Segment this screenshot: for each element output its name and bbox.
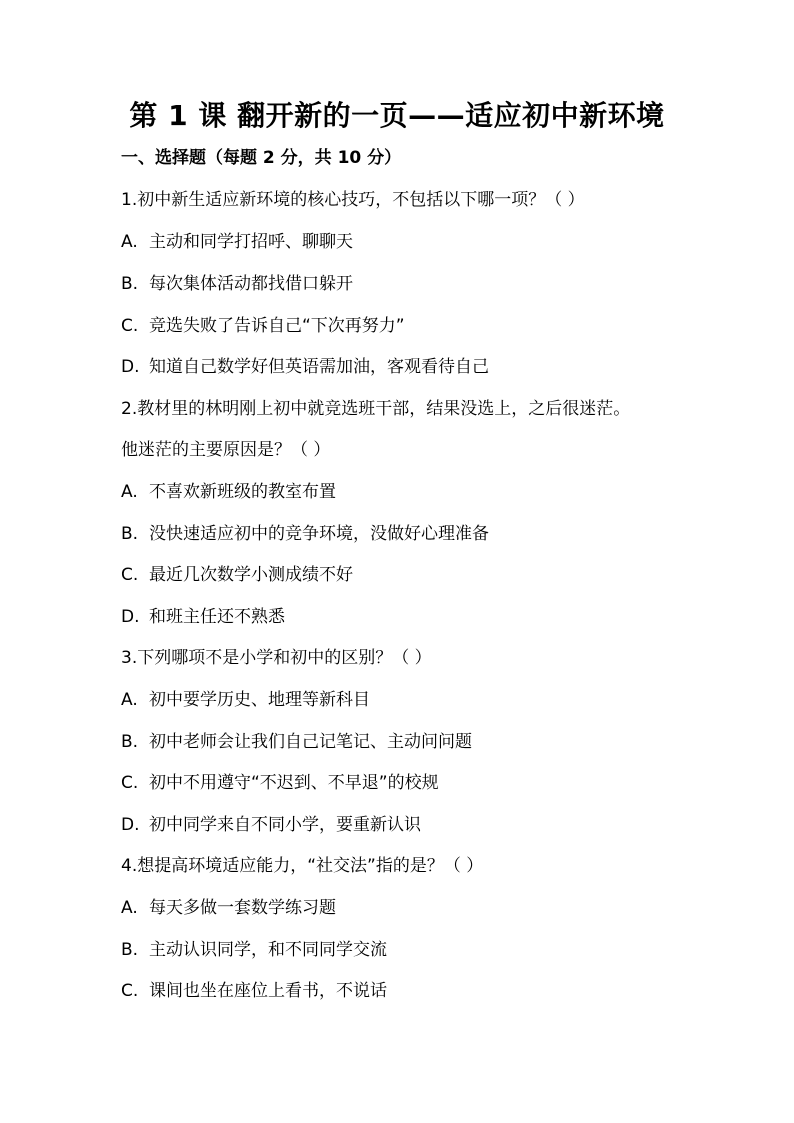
question-2-option-c [121, 563, 353, 587]
option-letter: D. [121, 815, 140, 835]
question-1-option-b [121, 272, 353, 296]
question-2-option-a [121, 480, 336, 504]
option-text: 知道自己数学好但英语需加油，客观看待自己 [149, 357, 489, 377]
option-text: 最近几次数学小测成绩不好 [149, 565, 353, 585]
option-letter: C. [121, 565, 139, 585]
option-text: 主动认识同学，和不同同学交流 [149, 940, 387, 960]
option-text: 每天多做一套数学练习题 [149, 898, 336, 918]
option-text: 主动和同学打招呼、聊聊天 [149, 232, 353, 252]
option-text: 初中同学来自不同小学，要重新认识 [149, 815, 421, 835]
question-2-option-d [121, 605, 285, 629]
question-1-option-a [121, 230, 353, 254]
option-letter: B. [121, 274, 139, 294]
option-letter: C. [121, 773, 139, 793]
option-text: 课间也坐在座位上看书，不说话 [149, 981, 387, 1001]
question-3-option-d [121, 813, 421, 837]
question-2-stem: 2.教材里的林明刚上初中就竞选班干部，结果没选上，之后很迷茫。 [121, 399, 631, 419]
option-letter: D. [121, 357, 140, 377]
question-2-stem-continued: 他迷茫的主要原因是？（ ） [121, 440, 331, 460]
question-4-option-a [121, 896, 336, 920]
question-4-option-c [121, 979, 387, 1003]
option-text: 不喜欢新班级的教室布置 [149, 482, 336, 502]
option-text: 初中老师会让我们自己记笔记、主动问问题 [149, 732, 472, 752]
option-letter: A. [121, 482, 138, 502]
option-text: 竞选失败了告诉自己“下次再努力” [149, 316, 405, 336]
option-letter: B. [121, 940, 139, 960]
question-1-option-d [121, 355, 489, 379]
option-letter: C. [121, 981, 139, 1001]
option-letter: B. [121, 732, 139, 752]
question-3-option-a [121, 688, 370, 712]
question-1-option-c [121, 314, 405, 338]
question-4-stem: 4.想提高环境适应能力，“社交法”指的是？（ ） [121, 856, 484, 876]
page-title: 第 1 课 翻开新的一页——适应初中新环境 [129, 99, 665, 132]
question-2-option-b [121, 522, 489, 546]
option-letter: A. [121, 898, 138, 918]
option-text: 每次集体活动都找借口躲开 [149, 274, 353, 294]
section-heading: 一、选择题（每题 2 分，共 10 分） [121, 148, 402, 168]
option-letter: C. [121, 316, 139, 336]
option-letter: A. [121, 232, 138, 252]
question-3-option-b [121, 730, 472, 754]
question-3-option-c [121, 771, 439, 795]
question-1-stem: 1.初中新生适应新环境的核心技巧，不包括以下哪一项？（ ） [121, 190, 585, 210]
question-4-option-b [121, 938, 387, 962]
option-letter: D. [121, 607, 140, 627]
option-text: 初中要学历史、地理等新科目 [149, 690, 370, 710]
option-text: 没快速适应初中的竞争环境，没做好心理准备 [149, 524, 489, 544]
question-3-stem: 3.下列哪项不是小学和初中的区别？（ ） [121, 648, 432, 668]
option-text: 和班主任还不熟悉 [149, 607, 285, 627]
option-letter: B. [121, 524, 139, 544]
option-letter: A. [121, 690, 138, 710]
option-text: 初中不用遵守“不迟到、不早退”的校规 [149, 773, 439, 793]
